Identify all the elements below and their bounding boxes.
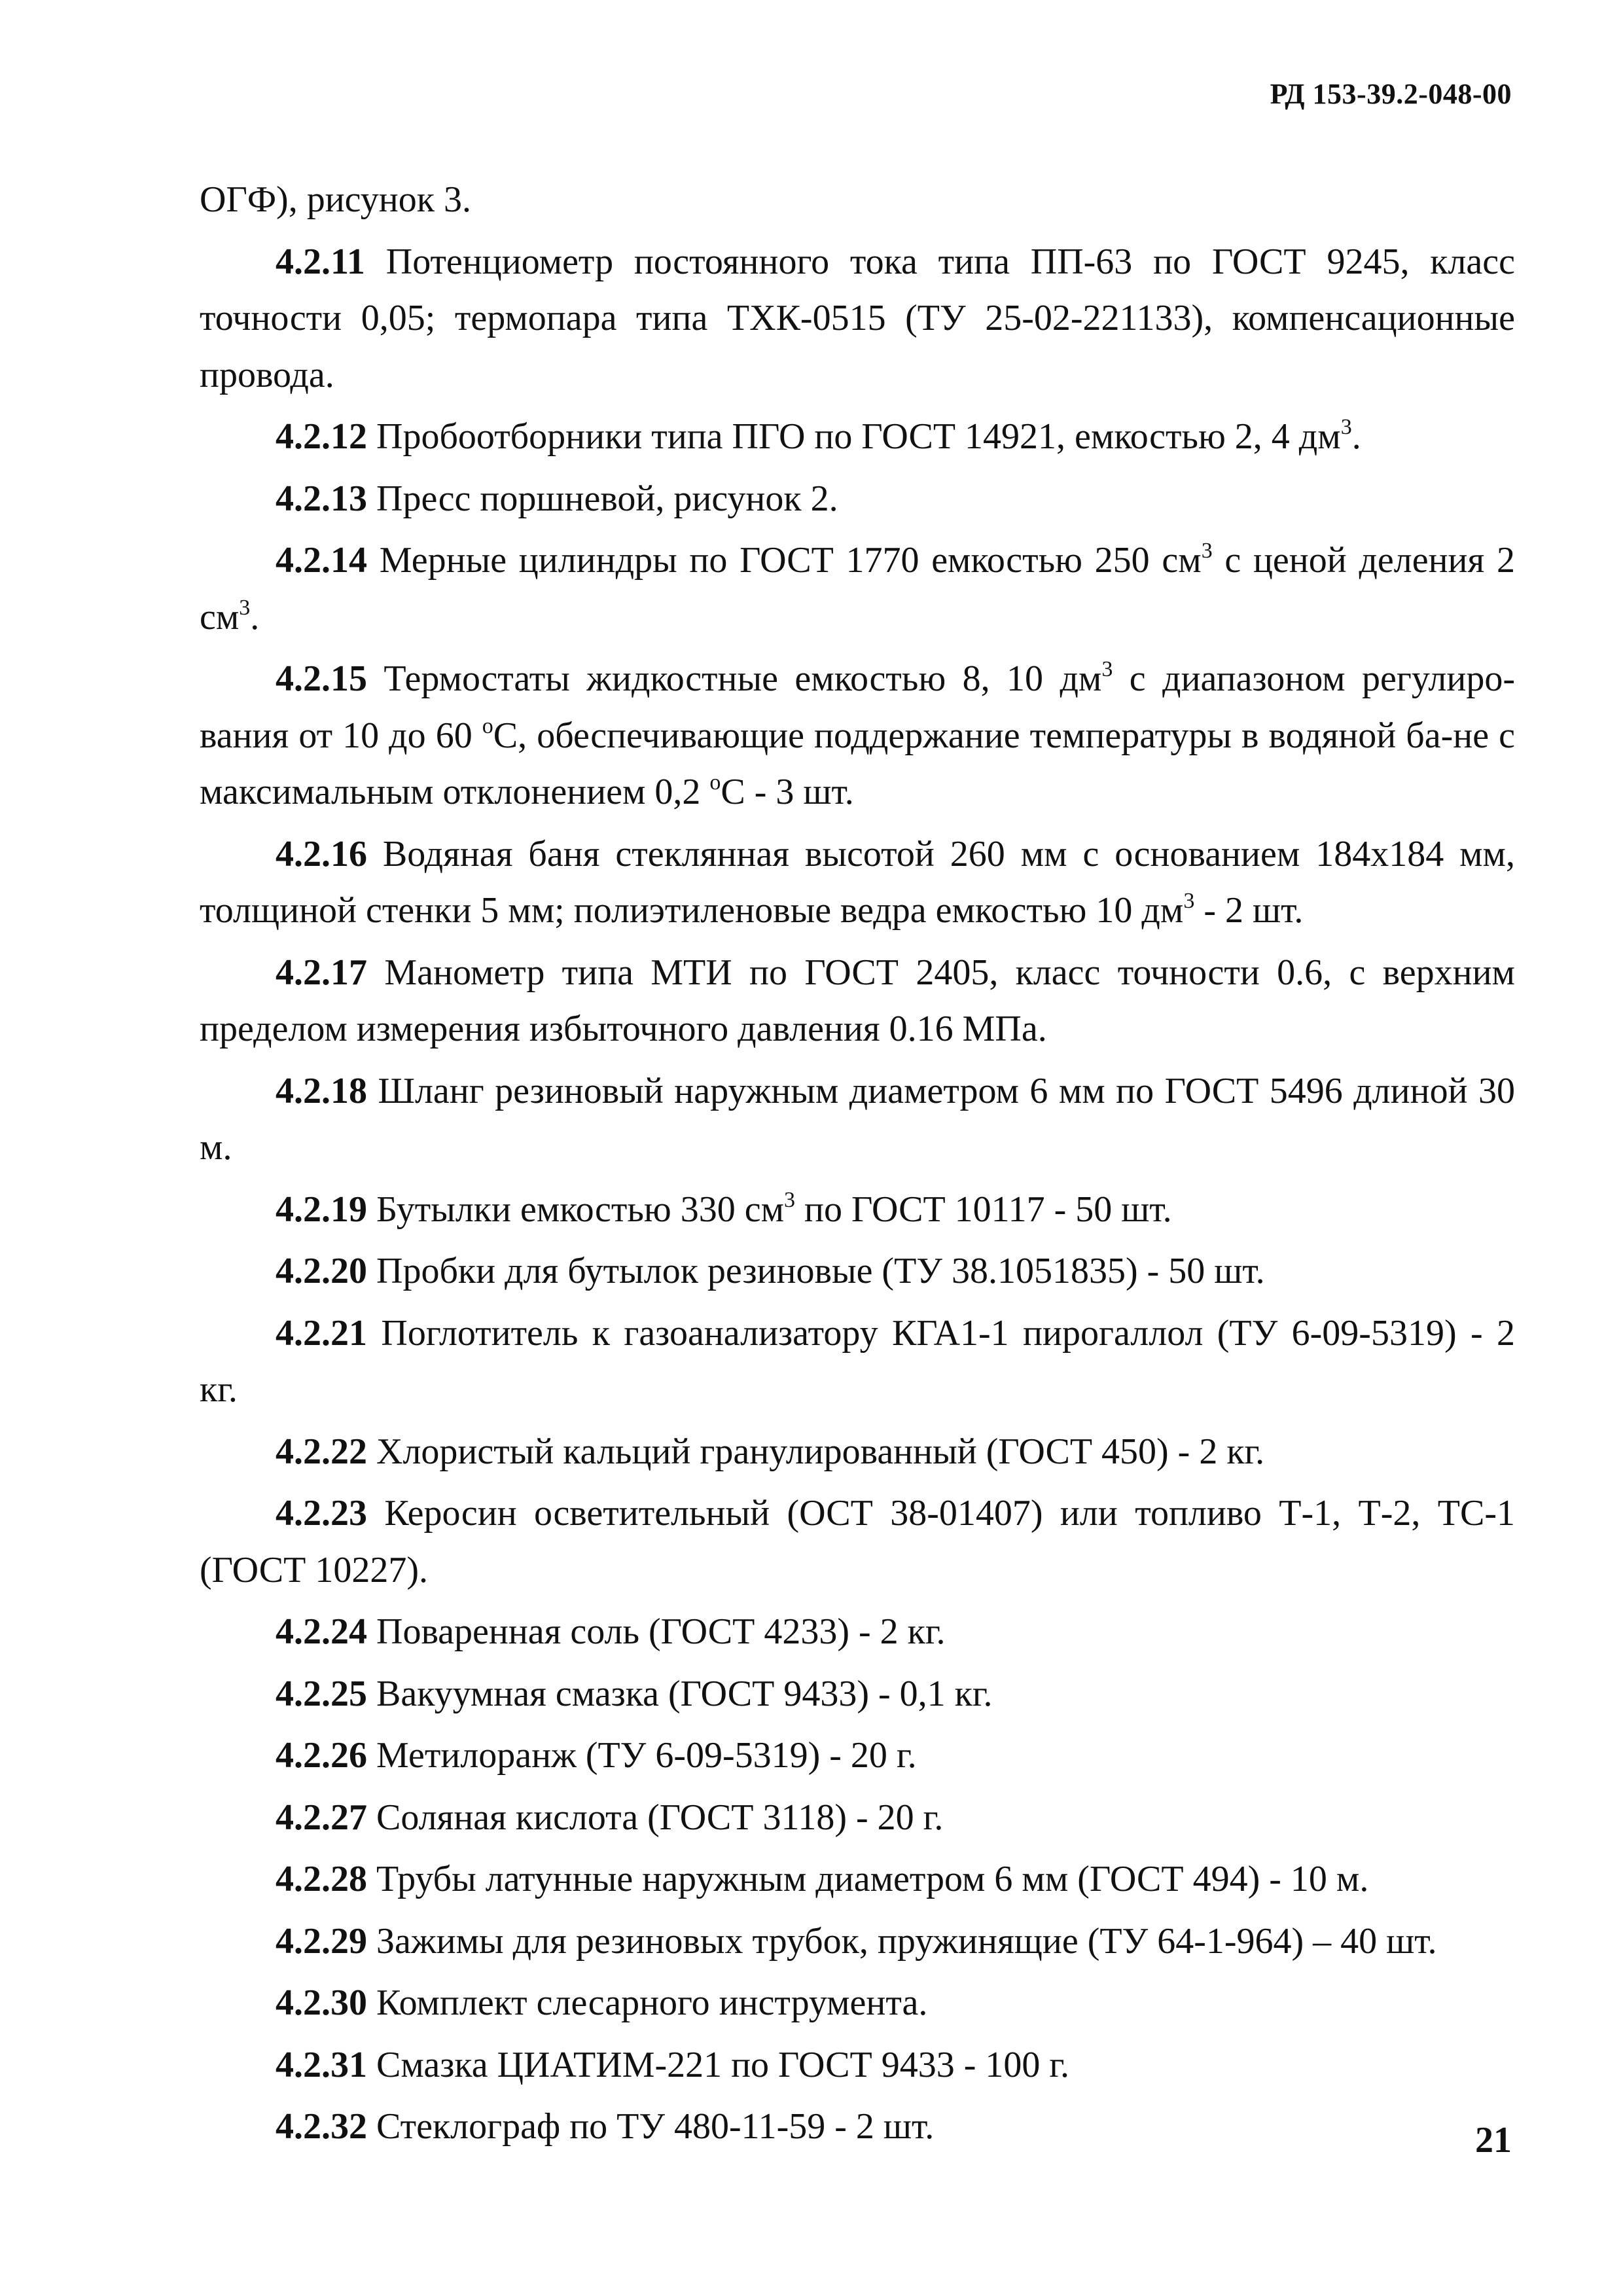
item-text: Манометр типа МТИ по ГОСТ 2405, класс точности 0.6, с верхним пределом измерения избыточного давления 0.16 МПа. bbox=[200, 952, 1515, 1049]
list-item-4-2-31 bbox=[200, 2037, 1515, 2094]
list-item-4-2-24 bbox=[200, 1604, 1515, 1660]
item-text: Стеклограф по ТУ 480-11-59 - 2 шт. bbox=[367, 2106, 935, 2147]
item-text-tail: с ценой деления 2 см bbox=[200, 540, 1515, 637]
list-item-4-2-27 bbox=[200, 1789, 1515, 1846]
list-item-4-2-18 bbox=[200, 1063, 1515, 1176]
item-number: 4.2.24 bbox=[276, 1611, 367, 1652]
item-text: Вакуумная смазка (ГОСТ 9433) - 0,1 кг. bbox=[367, 1673, 993, 1714]
item-number: 4.2.28 bbox=[276, 1859, 367, 1899]
list-item-4-2-32 bbox=[200, 2098, 1515, 2155]
item-number: 4.2.27 bbox=[276, 1797, 367, 1838]
item-text: Соляная кислота (ГОСТ 3118) - 20 г. bbox=[367, 1797, 944, 1838]
item-text: Пробки для бутылок резиновые (ТУ 38.1051835) - 50 шт. bbox=[367, 1251, 1265, 1291]
item-number: 4.2.14 bbox=[276, 540, 367, 581]
item-text: Шланг резиновый наружным диаметром 6 мм по ГОСТ 5496 длиной 30 м. bbox=[200, 1070, 1515, 1168]
item-number: 4.2.12 bbox=[276, 416, 367, 457]
item-text: Трубы латунные наружным диаметром 6 мм (ГОСТ 494) - 10 м. bbox=[367, 1859, 1369, 1899]
item-text: Водяная баня стеклянная высотой 260 мм с основанием 184х184 мм, толщиной стенки 5 мм; полиэтиленовые ведра емкостью 10 дм bbox=[200, 833, 1515, 931]
item-number: 4.2.16 bbox=[276, 833, 367, 874]
item-text: Мерные цилиндры по ГОСТ 1770 емкостью 250 см bbox=[367, 540, 1202, 581]
list-item-4-2-26 bbox=[200, 1727, 1515, 1784]
document-code-header: РД 153-39.2-048-00 bbox=[1270, 78, 1512, 110]
item-number: 4.2.19 bbox=[276, 1189, 367, 1230]
list-item-4-2-11 bbox=[200, 234, 1515, 404]
item-text-tail: по ГОСТ 10117 - 50 шт. bbox=[795, 1189, 1172, 1230]
list-item-4-2-28 bbox=[200, 1851, 1515, 1908]
item-number: 4.2.31 bbox=[276, 2044, 367, 2085]
item-text-tail: С, обеспечивающие поддержание температуры в водяной ба-не с максимальным отклонением 0,2 bbox=[200, 715, 1515, 812]
list-item-4-2-15 bbox=[200, 651, 1515, 821]
item-number: 4.2.15 bbox=[276, 658, 367, 699]
item-text: Поваренная соль (ГОСТ 4233) - 2 кг. bbox=[367, 1611, 946, 1652]
item-number: 4.2.32 bbox=[276, 2106, 367, 2147]
list-item-4-2-25 bbox=[200, 1666, 1515, 1723]
item-text: Зажимы для резиновых трубок, пружинящие (ТУ 64-1-964) – 40 шт. bbox=[367, 1920, 1437, 1962]
item-number: 4.2.26 bbox=[276, 1735, 367, 1776]
item-number: 4.2.25 bbox=[276, 1673, 367, 1714]
item-text-tail: . bbox=[250, 596, 260, 637]
item-number: 4.2.22 bbox=[276, 1431, 367, 1472]
superscript: 3 bbox=[784, 1187, 796, 1212]
item-number: 4.2.30 bbox=[276, 1982, 367, 2023]
list-item-4-2-16 bbox=[200, 826, 1515, 939]
item-text-tail: . bbox=[1351, 416, 1361, 457]
page-number: 21 bbox=[1475, 2120, 1512, 2161]
superscript: 3 bbox=[1183, 889, 1195, 913]
list-item-4-2-13 bbox=[200, 471, 1515, 528]
item-text: Потенциометр постоянного тока типа ПП-63 по ГОСТ 9245, класс точности 0,05; термопара типа ТХК-0515 (ТУ 25-02-221133), компенсационные провода. bbox=[200, 241, 1515, 395]
item-text-tail: С - 3 шт. bbox=[721, 772, 854, 812]
list-item-4-2-19 bbox=[200, 1181, 1515, 1238]
item-text: Термостаты жидкостные емкостью 8, 10 дм bbox=[367, 658, 1102, 699]
paragraph-text: ОГФ), рисунок 3. bbox=[200, 179, 471, 220]
list-item-4-2-23 bbox=[200, 1485, 1515, 1598]
item-text: Поглотитель к газоанализатору КГА1-1 пирогаллол (ТУ 6-09-5319) - 2 кг. bbox=[200, 1312, 1515, 1410]
list-item-4-2-17 bbox=[200, 944, 1515, 1058]
list-item-4-2-29 bbox=[200, 1913, 1515, 1970]
paragraph-continuation bbox=[200, 171, 1515, 228]
item-number: 4.2.29 bbox=[276, 1920, 367, 1962]
item-number: 4.2.23 bbox=[276, 1493, 367, 1534]
list-item-4-2-12 bbox=[200, 408, 1515, 465]
item-number: 4.2.11 bbox=[276, 241, 365, 282]
degree-superscript: о bbox=[482, 713, 493, 738]
list-item-4-2-22 bbox=[200, 1424, 1515, 1480]
list-item-4-2-20 bbox=[200, 1243, 1515, 1300]
item-text-tail: с диапазоном регулиро-вания от 10 до 60 bbox=[200, 658, 1515, 756]
document-body bbox=[200, 171, 1515, 2155]
item-text-tail: - 2 шт. bbox=[1194, 890, 1304, 931]
superscript: 3 bbox=[239, 595, 251, 620]
list-item-4-2-21 bbox=[200, 1305, 1515, 1418]
item-number: 4.2.13 bbox=[276, 478, 367, 519]
item-text: Смазка ЦИАТИМ-221 по ГОСТ 9433 - 100 г. bbox=[367, 2044, 1070, 2085]
list-item-4-2-30 bbox=[200, 1975, 1515, 2032]
superscript: 3 bbox=[1201, 539, 1213, 563]
item-number: 4.2.21 bbox=[276, 1312, 367, 1354]
superscript: 3 bbox=[1340, 415, 1352, 439]
superscript: 3 bbox=[1101, 657, 1113, 681]
degree-superscript: о bbox=[709, 770, 721, 795]
item-text: Метилоранж (ТУ 6-09-5319) - 20 г. bbox=[367, 1735, 917, 1776]
list-item-4-2-14 bbox=[200, 532, 1515, 645]
item-number: 4.2.18 bbox=[276, 1070, 367, 1111]
item-text: Хлористый кальций гранулированный (ГОСТ 450) - 2 кг. bbox=[367, 1431, 1265, 1472]
item-text: Бутылки емкостью 330 см bbox=[367, 1189, 785, 1230]
item-text: Керосин осветительный (ОСТ 38-01407) или топливо Т-1, Т-2, ТС-1 (ГОСТ 10227). bbox=[200, 1493, 1515, 1590]
item-number: 4.2.17 bbox=[276, 952, 367, 993]
item-text: Пробоотборники типа ПГО по ГОСТ 14921, емкостью 2, 4 дм bbox=[367, 416, 1341, 457]
item-number: 4.2.20 bbox=[276, 1251, 367, 1291]
item-text: Комплект слесарного инструмента. bbox=[367, 1982, 928, 2023]
item-text: Пресс поршневой, рисунок 2. bbox=[367, 478, 838, 519]
